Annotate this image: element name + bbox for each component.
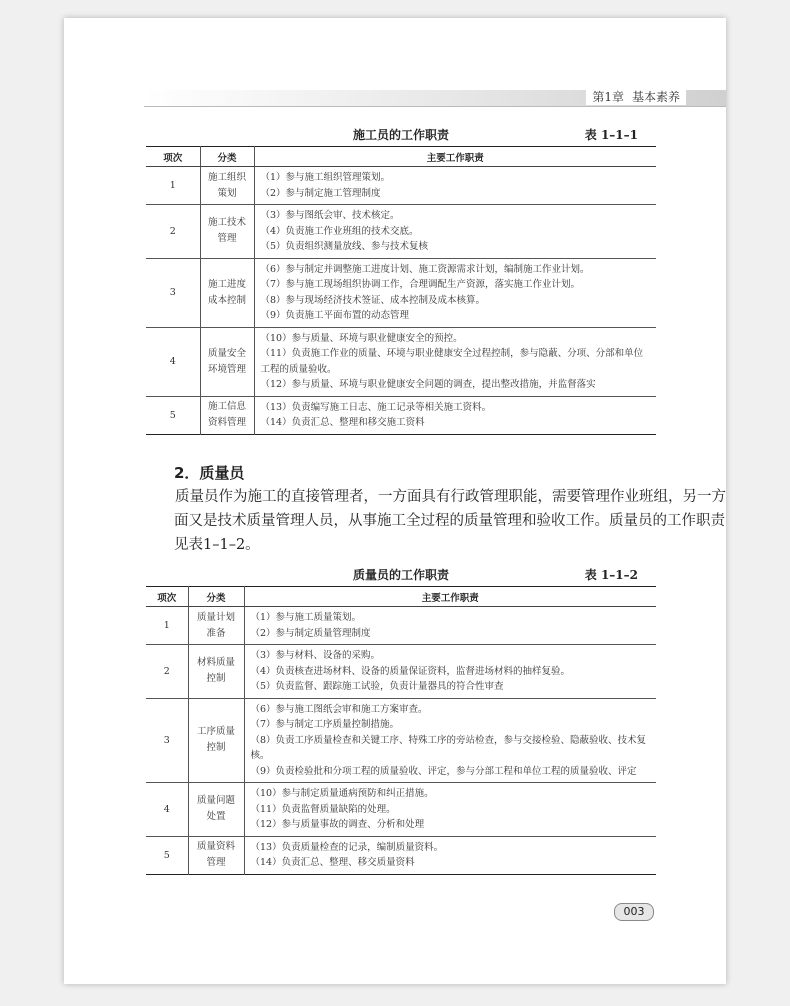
row-duties	[244, 645, 656, 699]
running-header	[586, 88, 686, 105]
duty-item: （6）参与施工图纸会审和施工方案审查。	[250, 703, 428, 715]
row-duties	[254, 327, 656, 396]
row-duties	[254, 396, 656, 434]
category-line: 准备	[206, 627, 226, 639]
duty-item: （1）参与施工组织管理策划。	[260, 172, 391, 183]
row-category	[200, 167, 254, 205]
category-line: 成本控制	[207, 294, 246, 306]
row-duties	[254, 258, 656, 327]
column-header-no: 项次	[146, 587, 188, 607]
duty-item: （14）负责汇总、整理、移交质量资料	[250, 857, 415, 868]
table-caption	[146, 564, 656, 586]
table-row	[146, 698, 656, 783]
duty-item: （3）参与材料、设备的采购。	[250, 650, 381, 661]
row-category	[188, 836, 244, 874]
row-number: 3	[146, 258, 200, 327]
table-row	[146, 645, 656, 699]
row-number: 4	[146, 783, 188, 837]
table-title: 施工员的工作职责	[352, 128, 449, 142]
category-line: 工序质量	[196, 726, 235, 738]
duty-item: （2）参与制定施工管理制度	[260, 187, 381, 199]
category-line: 管理	[217, 233, 237, 245]
duty-item: （10）参与质量、环境与职业健康安全的预控。	[260, 332, 463, 344]
duty-item: （2）参与制定质量管理制度	[250, 627, 371, 639]
row-category	[200, 205, 254, 259]
row-category	[200, 327, 254, 396]
category-line: 施工技术	[207, 217, 246, 229]
table-caption	[146, 124, 656, 146]
category-line: 资料管理	[207, 417, 246, 428]
duty-item: （9）负责检验批和分项工程的质量验收、评定，参与分部工程和单位工程的质量验收、评定	[250, 765, 637, 777]
table-row	[146, 205, 656, 259]
table-row	[146, 607, 656, 645]
category-line: 质量资料	[196, 841, 235, 852]
row-number: 3	[146, 698, 188, 783]
duty-item: （1）参与施工质量策划。	[250, 612, 362, 623]
table-number: 表 1–1–2	[584, 568, 638, 582]
row-duties	[244, 698, 656, 783]
category-line: 质量安全	[207, 347, 246, 359]
duty-item: （12）参与质量、环境与职业健康安全问题的调查，提出整改措施，并监督落实	[260, 379, 596, 390]
table-row	[146, 327, 656, 396]
table-1-block	[146, 124, 656, 435]
column-header-duties: 主要工作职责	[254, 147, 656, 167]
duty-item: （13）负责编写施工日志、施工记录等相关施工资料。	[260, 401, 492, 413]
chapter-title: 基本素养	[631, 90, 680, 104]
page-number: 003	[614, 903, 654, 921]
category-line: 环境管理	[207, 363, 246, 375]
row-duties	[244, 783, 656, 837]
column-header-category: 分类	[188, 587, 244, 607]
row-duties	[254, 167, 656, 205]
duty-item: （11）负责施工作业的质量、环境与职业健康安全过程控制，参与隐蔽、分项、分部和单位工程的质量验收。	[260, 348, 644, 375]
category-line: 管理	[206, 857, 226, 868]
table-2-block	[146, 564, 656, 875]
category-line: 施工组织	[207, 171, 246, 183]
column-header-duties: 主要工作职责	[244, 587, 656, 607]
duty-item: （4）负责施工作业班组的技术交底。	[260, 225, 419, 237]
duty-item: （9）负责施工平面布置的动态管理	[260, 310, 410, 321]
row-category	[200, 396, 254, 434]
duty-item: （14）负责汇总、整理和移交施工资料	[260, 417, 425, 428]
column-header-no: 项次	[146, 147, 200, 167]
section-heading: 2．质量员	[174, 464, 245, 482]
category-line: 材料质量	[196, 657, 235, 669]
duty-item: （10）参与制定质量通病预防和纠正措施。	[250, 788, 434, 799]
book-page	[64, 18, 726, 984]
table-row	[146, 783, 656, 837]
row-number: 1	[146, 167, 200, 205]
category-line: 控制	[206, 673, 226, 685]
duty-item: （8）参与现场经济技术签证、成本控制及成本核算。	[260, 294, 486, 306]
row-number: 5	[146, 396, 200, 434]
row-category	[188, 698, 244, 783]
category-line: 策划	[217, 187, 237, 199]
table-row	[146, 836, 656, 874]
duty-item: （4）负责核查进场材料、设备的质量保证资料，监督进场材料的抽样复验。	[250, 665, 571, 677]
row-category	[200, 258, 254, 327]
row-category	[188, 645, 244, 699]
row-number: 1	[146, 607, 188, 645]
table-number: 表 1–1–1	[584, 128, 638, 142]
category-line: 施工信息	[207, 401, 246, 412]
duty-item: （7）参与制定工序质量控制措施。	[250, 719, 400, 730]
duty-item: （7）参与施工现场组织协调工作，合理调配生产资源，落实施工作业计划。	[260, 279, 581, 290]
duties-table	[146, 586, 656, 875]
row-number: 2	[146, 205, 200, 259]
table-row	[146, 167, 656, 205]
body-paragraph: 质量员作为施工的直接管理者，一方面具有行政管理职能，需要管理作业班组，另一方面又是技术质量管理人员，从事施工全过程的质量管理和验收工作。质量员的工作职责见表1–1–2。	[174, 489, 726, 553]
category-line: 施工进度	[207, 278, 246, 290]
row-category	[188, 783, 244, 837]
row-number: 5	[146, 836, 188, 874]
column-header-category: 分类	[200, 147, 254, 167]
chapter-label: 第1章	[592, 90, 624, 104]
table-title: 质量员的工作职责	[352, 568, 449, 582]
category-line: 质量问题	[196, 795, 235, 807]
row-number: 2	[146, 645, 188, 699]
category-line: 处置	[206, 811, 226, 823]
row-duties	[244, 836, 656, 874]
duty-item: （5）负责组织测量放线、参与技术复核	[260, 241, 429, 252]
duty-item: （12）参与质量事故的调查、分析和处理	[250, 819, 425, 830]
duty-item: （6）参与制定并调整施工进度计划、施工资源需求计划，编制施工作业计划。	[260, 263, 590, 275]
duty-item: （8）负责工序质量检查和关键工序、特殊工序的旁站检查，参与交接检验、隐蔽验收、技术复核。	[250, 734, 647, 761]
category-line: 质量计划	[196, 611, 235, 623]
table-header-row	[146, 587, 656, 607]
row-duties	[254, 205, 656, 259]
table-row	[146, 396, 656, 434]
table-row	[146, 258, 656, 327]
duties-table	[146, 146, 656, 435]
duty-item: （5）负责监督、跟踪施工试验，负责计量器具的符合性审查	[250, 681, 504, 692]
row-category	[188, 607, 244, 645]
duty-item: （13）负责质量检查的记录，编制质量资料。	[250, 841, 444, 853]
duty-item: （3）参与图纸会审、技术核定。	[260, 210, 400, 221]
table-header-row	[146, 147, 656, 167]
row-duties	[244, 607, 656, 645]
row-number: 4	[146, 327, 200, 396]
category-line: 控制	[206, 742, 226, 754]
duty-item: （11）负责监督质量缺陷的处理。	[250, 803, 396, 815]
